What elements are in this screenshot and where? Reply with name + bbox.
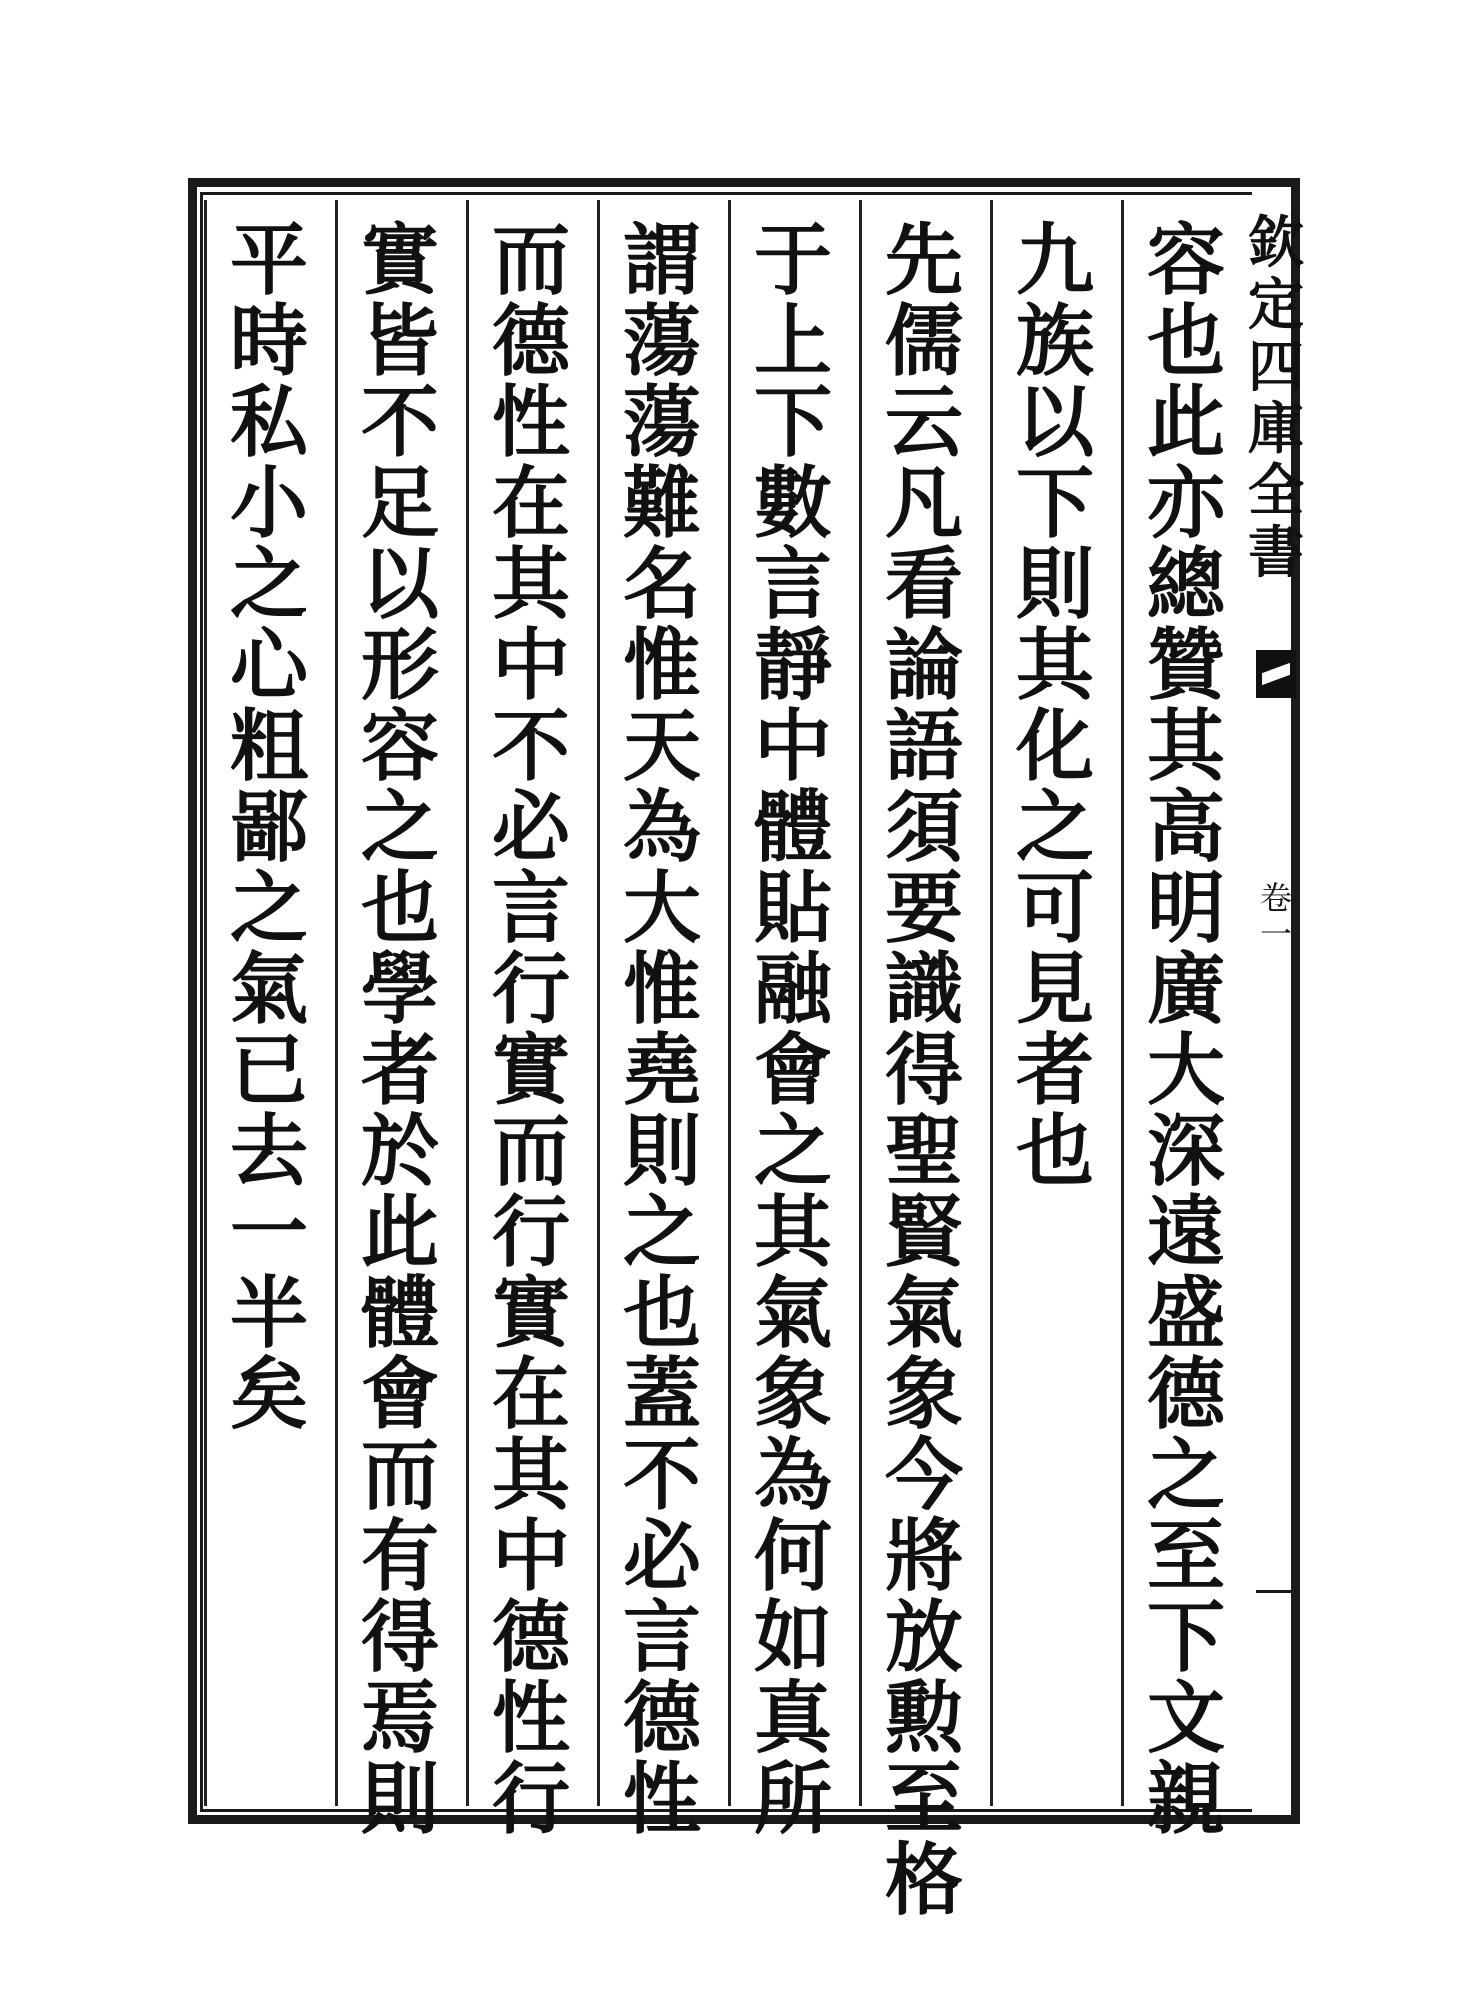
character: 今 [884, 1430, 963, 1521]
character: 不 [491, 701, 570, 792]
character: 行 [491, 1754, 570, 1845]
character: 焉 [360, 1673, 439, 1764]
character: 之 [753, 1106, 832, 1197]
character: 可 [1015, 863, 1094, 954]
character: 也 [622, 1268, 701, 1359]
text-column [345, 215, 455, 1845]
character: 為 [622, 782, 701, 873]
character: 惟 [622, 620, 701, 711]
character: 足 [360, 458, 439, 549]
character: 學 [360, 944, 439, 1035]
character: 名 [622, 539, 701, 630]
character: 則 [622, 1106, 701, 1197]
column-rule [990, 200, 993, 1806]
character: 論 [884, 620, 963, 711]
character: 下 [753, 377, 832, 468]
character: 語 [884, 701, 963, 792]
character: 親 [1146, 1754, 1225, 1845]
character: 于 [753, 215, 832, 306]
character: 數 [753, 458, 832, 549]
character: 高 [1146, 782, 1225, 873]
column-rule [1121, 200, 1124, 1806]
character: 為 [753, 1430, 832, 1521]
character: 看 [884, 539, 963, 630]
title-char: 書 [1248, 520, 1304, 586]
character: 廣 [1146, 944, 1225, 1035]
character: 粗 [229, 701, 308, 792]
text-column [1131, 215, 1241, 1845]
character: 象 [884, 1349, 963, 1440]
column-rule [597, 200, 600, 1806]
character: 之 [622, 1187, 701, 1278]
character: 言 [622, 1592, 701, 1683]
character: 則 [1015, 539, 1094, 630]
character: 何 [753, 1511, 832, 1602]
character: 形 [360, 620, 439, 711]
character: 性 [491, 377, 570, 468]
character: 象 [753, 1349, 832, 1440]
character: 私 [229, 377, 308, 468]
character: 行 [491, 944, 570, 1035]
character: 先 [884, 215, 963, 306]
character: 會 [753, 1025, 832, 1116]
character: 難 [622, 458, 701, 549]
character: 凡 [884, 458, 963, 549]
character: 識 [884, 944, 963, 1035]
character: 實 [491, 1268, 570, 1359]
character: 也 [360, 863, 439, 954]
character: 賢 [884, 1187, 963, 1278]
character: 行 [491, 1187, 570, 1278]
character: 化 [1015, 701, 1094, 792]
character: 心 [229, 620, 308, 711]
character: 德 [491, 1592, 570, 1683]
character: 小 [229, 458, 308, 549]
character: 下 [1015, 458, 1094, 549]
character: 者 [1015, 1025, 1094, 1116]
character: 有 [360, 1511, 439, 1602]
character: 德 [1146, 1349, 1225, 1440]
title-char: 欽 [1248, 210, 1304, 276]
text-column [869, 215, 979, 1926]
character: 其 [491, 539, 570, 630]
character: 真 [753, 1673, 832, 1764]
character: 德 [491, 296, 570, 387]
character: 其 [753, 1187, 832, 1278]
column-rule [728, 200, 731, 1806]
character: 云 [884, 377, 963, 468]
character: 謂 [622, 215, 701, 306]
character: 一 [229, 1187, 308, 1278]
character: 盛 [1146, 1268, 1225, 1359]
character: 半 [229, 1268, 308, 1359]
column-rule [204, 200, 207, 1806]
character: 體 [360, 1268, 439, 1359]
character: 蕩 [622, 377, 701, 468]
character: 則 [360, 1754, 439, 1845]
character: 深 [1146, 1106, 1225, 1197]
character: 者 [360, 1025, 439, 1116]
character: 於 [360, 1106, 439, 1197]
character: 容 [1146, 215, 1225, 306]
character: 必 [622, 1511, 701, 1602]
character: 而 [360, 1430, 439, 1521]
character: 之 [1015, 782, 1094, 873]
character: 須 [884, 782, 963, 873]
character: 也 [1015, 1106, 1094, 1197]
column-rule [466, 200, 469, 1806]
character: 時 [229, 296, 308, 387]
character: 之 [229, 539, 308, 630]
character: 天 [622, 701, 701, 792]
column-rule [335, 200, 338, 1806]
character: 其 [1146, 701, 1225, 792]
character: 蕩 [622, 296, 701, 387]
character: 平 [229, 215, 308, 306]
character: 實 [360, 215, 439, 306]
text-column [1000, 215, 1110, 1197]
character: 之 [229, 863, 308, 954]
text-column [476, 215, 586, 1845]
character: 也 [1146, 296, 1225, 387]
character: 大 [622, 863, 701, 954]
title-char: 全 [1248, 458, 1304, 524]
character: 勲 [884, 1673, 963, 1764]
fishtail-mark-icon [1256, 650, 1296, 698]
character: 之 [1146, 1430, 1225, 1521]
character: 將 [884, 1511, 963, 1602]
character: 中 [753, 701, 832, 792]
character: 性 [491, 1673, 570, 1764]
character: 堯 [622, 1025, 701, 1116]
character: 中 [491, 1511, 570, 1602]
character: 中 [491, 620, 570, 711]
character: 蓋 [622, 1349, 701, 1440]
character: 體 [753, 782, 832, 873]
character: 融 [753, 944, 832, 1035]
character: 如 [753, 1592, 832, 1683]
book-title-vertical [1248, 210, 1304, 586]
volume-char: 一 [1259, 915, 1292, 953]
character: 九 [1015, 215, 1094, 306]
volume-char: 卷 [1259, 879, 1292, 917]
text-column [607, 215, 717, 1845]
character: 得 [360, 1592, 439, 1683]
character: 惟 [622, 944, 701, 1035]
character: 德 [622, 1673, 701, 1764]
character: 明 [1146, 863, 1225, 954]
character: 靜 [753, 620, 832, 711]
text-column [214, 215, 324, 1440]
text-column [738, 215, 848, 1845]
character: 不 [360, 377, 439, 468]
character: 遠 [1146, 1187, 1225, 1278]
volume-label [1256, 880, 1296, 952]
character: 會 [360, 1349, 439, 1440]
character: 要 [884, 863, 963, 954]
title-char: 四 [1248, 334, 1304, 400]
title-char: 定 [1248, 272, 1304, 338]
character: 所 [753, 1754, 832, 1845]
character: 上 [753, 296, 832, 387]
character: 大 [1146, 1025, 1225, 1116]
character: 下 [1146, 1592, 1225, 1683]
character: 必 [491, 782, 570, 873]
character: 性 [622, 1754, 701, 1845]
character: 放 [884, 1592, 963, 1683]
character: 文 [1146, 1673, 1225, 1764]
character: 此 [360, 1187, 439, 1278]
character: 在 [491, 458, 570, 549]
character: 矣 [229, 1349, 308, 1440]
title-char: 庫 [1248, 396, 1304, 462]
character: 實 [491, 1025, 570, 1116]
character: 在 [491, 1349, 570, 1440]
character: 至 [884, 1754, 963, 1845]
character: 見 [1015, 944, 1094, 1035]
character: 而 [491, 215, 570, 306]
character: 貼 [753, 863, 832, 954]
character: 皆 [360, 296, 439, 387]
character: 以 [360, 539, 439, 630]
character: 儒 [884, 296, 963, 387]
column-rule [859, 200, 862, 1806]
character: 此 [1146, 377, 1225, 468]
character: 去 [229, 1106, 308, 1197]
margin-divider [1256, 1590, 1296, 1593]
character: 得 [884, 1025, 963, 1116]
character: 氣 [229, 944, 308, 1035]
character: 總 [1146, 539, 1225, 630]
character: 其 [491, 1430, 570, 1521]
character: 贊 [1146, 620, 1225, 711]
character: 鄙 [229, 782, 308, 873]
character: 至 [1146, 1511, 1225, 1602]
character: 言 [491, 863, 570, 954]
character: 言 [753, 539, 832, 630]
character: 族 [1015, 296, 1094, 387]
character: 容 [360, 701, 439, 792]
character: 氣 [753, 1268, 832, 1359]
character: 以 [1015, 377, 1094, 468]
character: 不 [622, 1430, 701, 1521]
character: 其 [1015, 620, 1094, 711]
character: 亦 [1146, 458, 1225, 549]
character: 聖 [884, 1106, 963, 1197]
character: 氣 [884, 1268, 963, 1359]
character: 已 [229, 1025, 308, 1116]
character: 而 [491, 1106, 570, 1197]
character: 格 [884, 1835, 963, 1926]
character: 之 [360, 782, 439, 873]
